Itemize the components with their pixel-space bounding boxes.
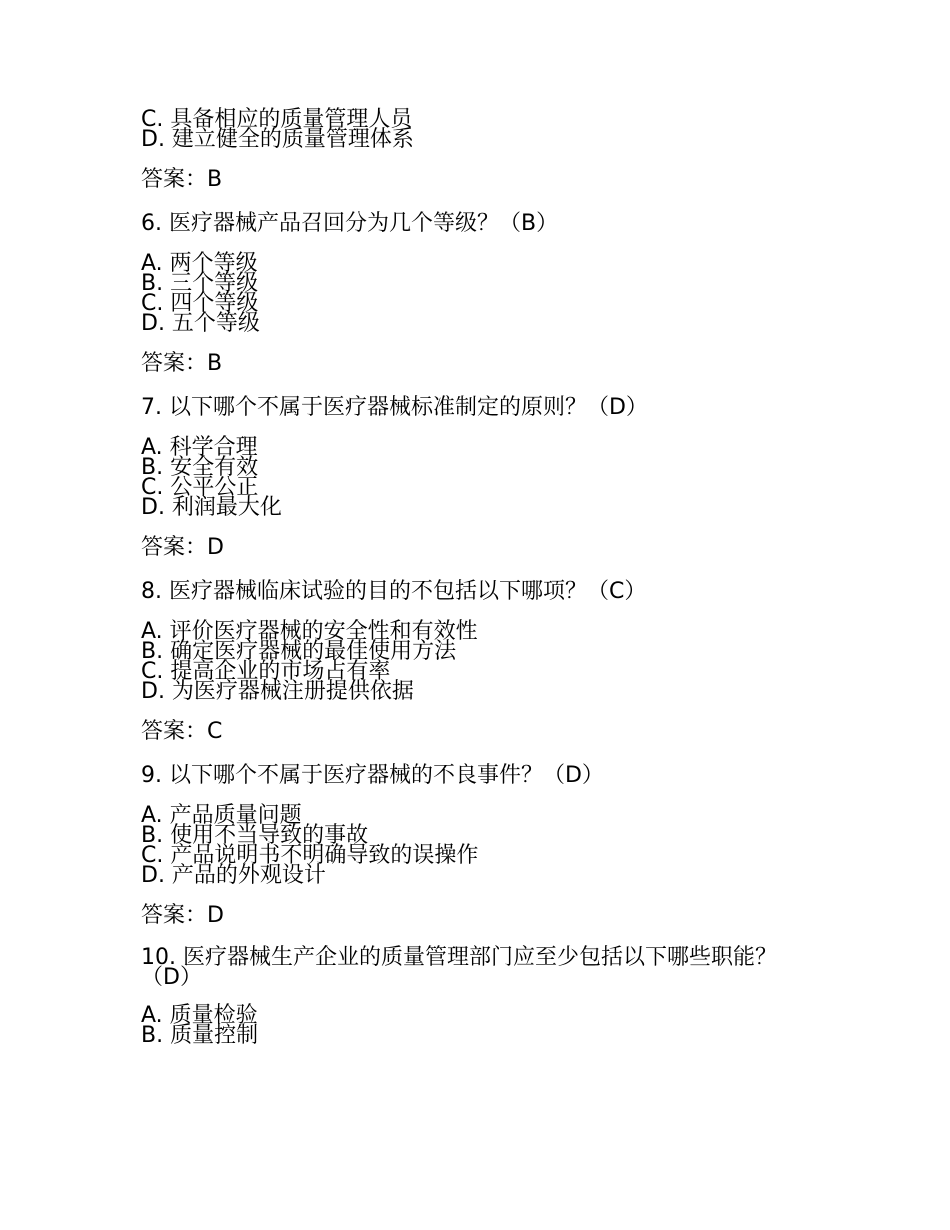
option-a: A. 两个等级 [141, 251, 258, 276]
question-6: 6. 医疗器械产品召回分为几个等级？（B） [141, 211, 559, 236]
option-a: A. 评价医疗器械的安全性和有效性 [141, 619, 478, 644]
question-9: 9. 以下哪个不属于医疗器械的不良事件？（D） [141, 763, 604, 788]
option-c: C. 产品说明书不明确导致的误操作 [141, 843, 479, 868]
question-10: 10. 医疗器械生产企业的质量管理部门应至少包括以下哪些职能？（D） [141, 945, 777, 990]
answer-5: 答案：B [141, 167, 223, 192]
option-a: A. 科学合理 [141, 435, 258, 460]
options-list [141, 619, 821, 704]
option-d: D. 建立健全的质量管理体系 [141, 127, 414, 152]
option-d: D. 产品的外观设计 [141, 863, 326, 888]
option-c: C. 提高企业的市场占有率 [141, 659, 391, 684]
option-b: B. 安全有效 [141, 455, 259, 480]
option-b: B. 确定医疗器械的最佳使用方法 [141, 639, 457, 664]
answer-7: 答案：D [141, 535, 224, 560]
option-b: B. 三个等级 [141, 271, 259, 296]
option-a: A. 产品质量问题 [141, 803, 302, 828]
option-c: C. 具备相应的质量管理人员 [141, 107, 413, 132]
options-list [141, 107, 821, 152]
option-d: D. 为医疗器械注册提供依据 [141, 679, 414, 704]
answer-6: 答案：B [141, 351, 223, 376]
option-b: B. 质量控制 [141, 1023, 259, 1048]
answer-8: 答案：C [141, 719, 223, 744]
option-d: D. 五个等级 [141, 311, 260, 336]
document-content [141, 107, 821, 1048]
question-7: 7. 以下哪个不属于医疗器械标准制定的原则？（D） [141, 395, 648, 420]
option-c: C. 公平公正 [141, 475, 259, 500]
options-list [141, 251, 821, 336]
answer-9: 答案：D [141, 903, 224, 928]
option-a: A. 质量检验 [141, 1003, 258, 1028]
option-c: C. 四个等级 [141, 291, 259, 316]
option-b: B. 使用不当导致的事故 [141, 823, 369, 848]
options-list [141, 803, 821, 888]
option-d: D. 利润最大化 [141, 495, 282, 520]
options-list [141, 435, 821, 520]
options-list [141, 1003, 821, 1048]
question-8: 8. 医疗器械临床试验的目的不包括以下哪项？（C） [141, 579, 647, 604]
